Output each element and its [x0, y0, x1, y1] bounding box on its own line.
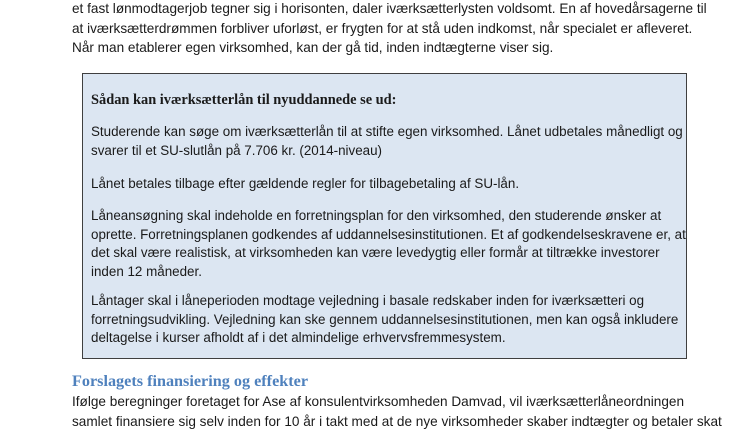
text-line: Låneansøgning skal indeholde en forretningsplan for den virksomhed, den studerende ønsker at: [91, 207, 681, 226]
text-line: Låntager skal i låneperioden modtage vejledning i basale redskaber inden for iværksætteri og: [91, 292, 681, 311]
info-box-paragraph: [91, 175, 681, 194]
info-box-paragraph: [91, 292, 681, 348]
text-line: samlet finansiere sig selv inden for 10 år i takt med at de nye virksomheder skaber indtægter og betaler skat: [72, 412, 692, 431]
text-line: oprette. Forretningsplanen godkendes af uddannelsesinstitutionen. Et af godkendelseskravene er, at: [91, 226, 681, 245]
info-box: [82, 73, 687, 359]
text-line: svarer til et SU-slutlån på 7.706 kr. (2014-niveau): [91, 142, 681, 161]
text-line: Når man etablerer egen virksomhed, kan der gå tid, inden indtægterne viser sig.: [72, 38, 692, 58]
info-box-paragraph: [91, 207, 681, 282]
info-box-paragraph: [91, 123, 681, 160]
section-heading: Forslagets finansiering og effekter: [72, 372, 308, 391]
text-line: Studerende kan søge om iværksætterlån til at stifte egen virksomhed. Lånet udbetales månedligt og: [91, 123, 681, 142]
text-line: at iværksætterdrømmen forbliver uforløst, er frygten for at stå uden indkomst, når specialet er afleveret.: [72, 19, 692, 39]
text-line: inden 12 måneder.: [91, 263, 681, 282]
text-line: et fast lønmodtagerjob tegner sig i horisonten, daler iværksætterlysten voldsomt. En af hovedårsagerne til: [72, 0, 692, 19]
text-line: det skal være realistisk, at virksomheden kan være levedygtig eller formår at tiltrække investorer: [91, 244, 681, 263]
info-box-title: Sådan kan iværksætterlån til nyuddannede se ud:: [91, 92, 396, 109]
text-line: Lånet betales tilbage efter gældende regler for tilbagebetaling af SU-lån.: [91, 175, 681, 194]
body-paragraph: [72, 392, 692, 431]
intro-paragraph: [72, 0, 692, 58]
text-line: deltagelse i kurser afholdt af i det almindelige erhvervsfremmesystem.: [91, 329, 681, 348]
text-line: Ifølge beregninger foretaget for Ase af konsulentvirksomheden Damvad, vil iværksætterlåneordningen: [72, 392, 692, 412]
text-line: forretningsudvikling. Vejledning kan ske gennem uddannelsesinstitutionen, men kan også inkludere: [91, 311, 681, 330]
